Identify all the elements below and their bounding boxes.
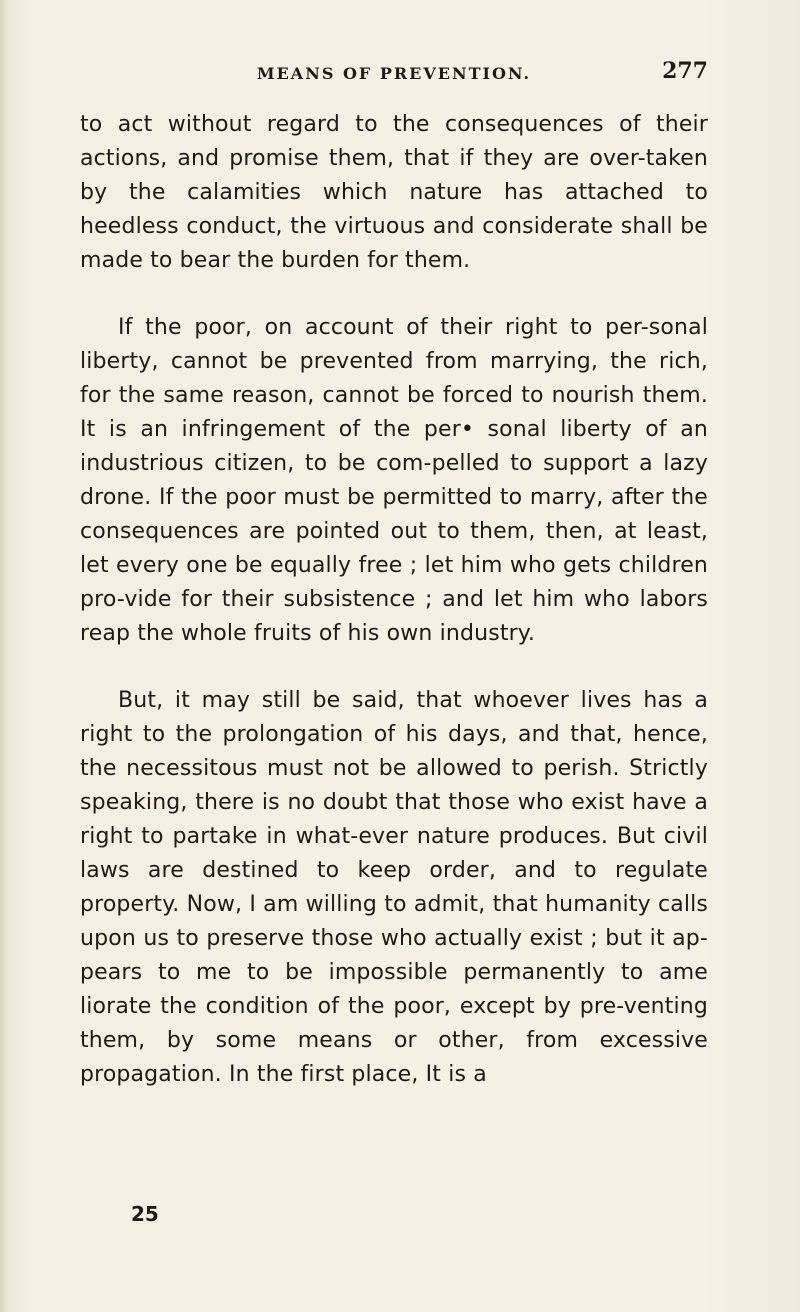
page-header (80, 58, 708, 88)
signature-mark: 25 (131, 1202, 159, 1226)
running-head: MEANS OF PREVENTION. (256, 64, 532, 83)
paragraph-1: to act without regard to the consequences of their actions, and promise them, that if they are over-taken by the calamities which nature has attached to heedless conduct, the virtuous and considerate shall be made to bear the burden for them. (80, 112, 708, 273)
paragraph-3: But, it may still be said, that whoever lives has a right to the prolongation of his days, and that, hence, the necessitous must not be allowed to perish. Strictly speaking, there is no doubt that those who exist have a right to partake in what-ever nature produces. But civil laws are destined to keep order, and to regulate property. Now, I am willing to admit, that humanity calls upon us to preserve those who actually exist ; but it ap-pears to me to be impossible permanently to ame liorate the condition of the poor, except by pre-venting them, by some means or other, from excessive propagation. In the first place, It is a (80, 688, 708, 1087)
body-text (80, 108, 708, 1125)
page-number: 277 (662, 58, 708, 84)
paragraph-2: If the poor, on account of their right to per-sonal liberty, cannot be prevented from marrying, the rich, for the same reason, cannot be forced to nourish them. It is an infringement of the per• sonal liberty of an industrious citizen, to be com-pelled to support a lazy drone. If the poor must be permitted to marry, after the consequences are pointed out to them, then, at least, let every one be equally free ; let him who gets children pro-vide for their subsistence ; and let him who labors reap the whole fruits of his own industry. (80, 315, 708, 646)
page-spine-shadow (0, 0, 10, 1312)
